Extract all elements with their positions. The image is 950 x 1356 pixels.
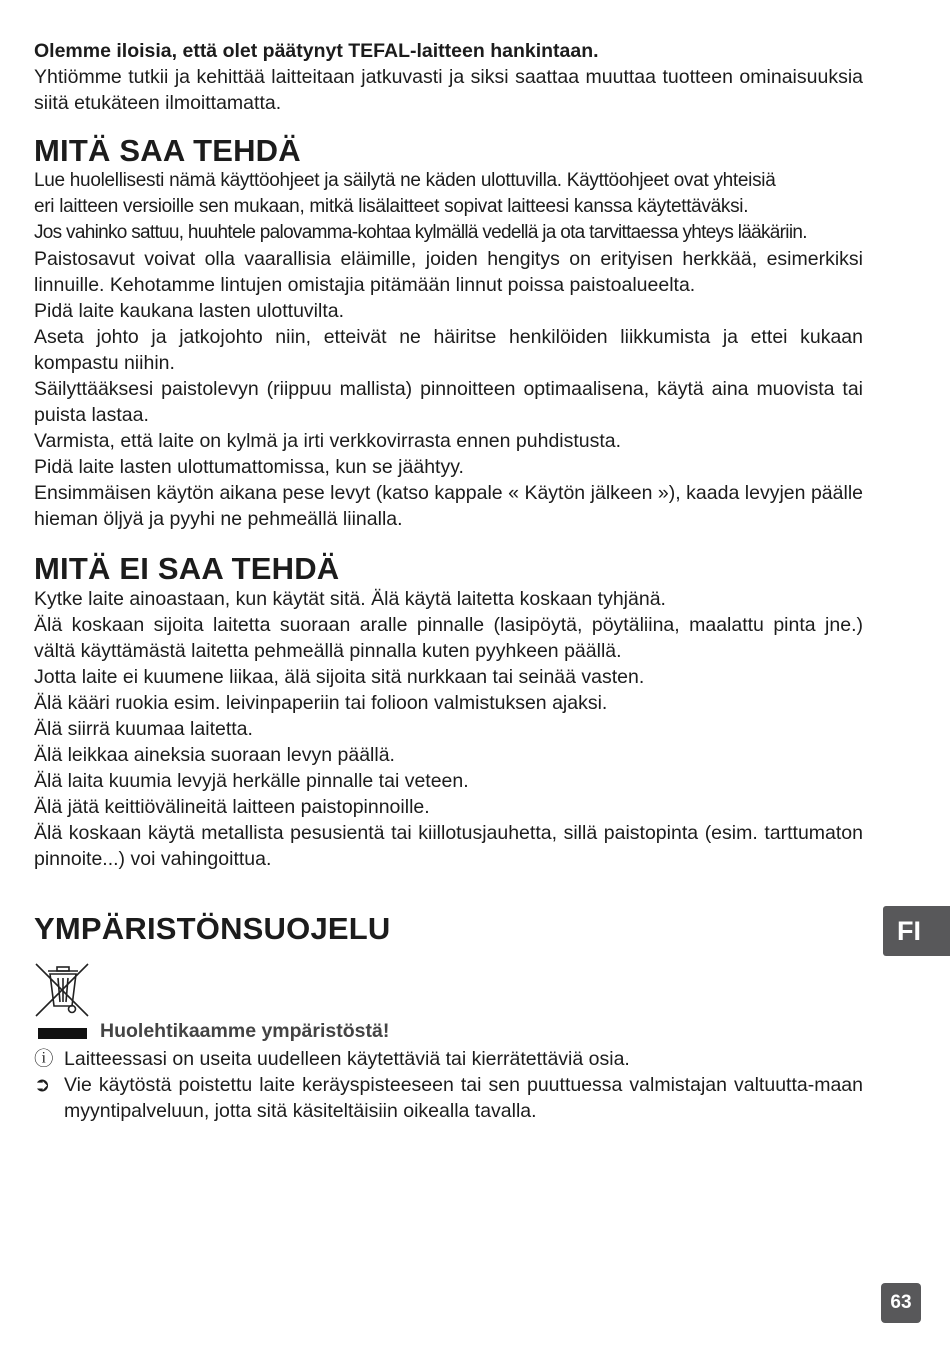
arrow-row [34,1072,863,1124]
do-p2: Jos vahinko sattuu, huuhtele palovamma-kohtaa kylmällä vedellä ja ota tarvittaessa yhteys lääkäriin. [34,222,807,243]
page-content [34,38,863,1142]
environment-block [34,962,863,1142]
do-p6: Säilyttääksesi paistolevyn (riippuu mallista) pinnoitteen optimaalisena, käytä aina muovista tai puista lastaa. [34,378,863,426]
env-subtitle: Huolehtikaamme ympäristöstä! [100,1020,390,1042]
do-p8: Pidä laite lasten ulottumattomissa, kun se jäähtyy. [34,456,464,478]
info-icon: ⓘ [34,1048,54,1070]
dont-item: Älä siirrä kuumaa laitetta. [34,718,253,740]
dont-item: Kytke laite ainoastaan, kun käytät sitä. Älä käytä laitetta koskaan tyhjänä. [34,588,666,610]
arrow-icon: ➲ [34,1074,51,1096]
do-p5: Aseta johto ja jatkojohto niin, etteivät ne häiritse henkilöiden liikkumista ja ettei kukaan kompastu niihin. [34,326,863,374]
do-p4: Pidä laite kaukana lasten ulottuvilta. [34,300,345,322]
env-heading: YMPÄRISTÖNSUOJELU [34,911,391,946]
intro-lead: Olemme iloisia, että olet päätynyt TEFAL-laitteen hankintaan. [34,40,599,62]
crossed-out-wheelie-bin-icon [34,962,90,1018]
do-p1: Lue huolellisesti nämä käyttöohjeet ja säilytä ne käden ulottuvilla. Käyttöohjeet ovat yhteisiä [34,170,776,191]
arrow-text: Vie käytöstä poistettu laite keräyspisteeseen tai sen puuttuessa valmistajan valtuutta-maan myyntipalveluun, jotta sitä käsiteltäisiin oikealla tavalla. [64,1074,863,1122]
language-tab: FI [883,906,950,956]
do-heading: MITÄ SAA TEHDÄ [34,133,301,168]
do-p1b: eri laitteen versioille sen mukaan, mitkä lisälaitteet sopivat laitteesi kanssa käytettäväksi. [34,196,749,217]
do-p7: Varmista, että laite on kylmä ja irti verkkovirrasta ennen puhdistusta. [34,430,622,452]
dont-item: Älä koskaan sijoita laitetta suoraan aralle pinnalle (lasipöytä, pöytäliina, maalattu pinta jne.) vältä käyttämästä laitetta pehmeällä pinnalla kuten pyyhkeen päällä. [34,614,863,662]
dont-item: Älä leikkaa aineksia suoraan levyn päällä. [34,744,395,766]
page-number: 63 [881,1283,921,1323]
dont-item: Jotta laite ei kuumene liikaa, älä sijoita sitä nurkkaan tai seinää vasten. [34,666,645,688]
info-row [34,1046,863,1072]
dont-item: Älä kääri ruokia esim. leivinpaperiin tai folioon valmistuksen ajaksi. [34,692,608,714]
dont-item: Älä koskaan käytä metallista pesusientä tai kiillotusjauhetta, sillä paistopinta (esim. tarttumaton pinnoite...) voi vahingoittua. [34,822,863,870]
do-p9: Ensimmäisen käytön aikana pese levyt (katso kappale « Käytön jälkeen »), kaada levyjen päälle hieman öljyä ja pyyhi ne pehmeällä liinalla. [34,482,863,530]
dont-heading: MITÄ EI SAA TEHDÄ [34,551,340,586]
info-text: Laitteessasi on useita uudelleen käytettäviä tai kierrätettäviä osia. [64,1048,630,1070]
dont-item: Älä jätä keittiövälineitä laitteen paistopinnoille. [34,796,430,818]
intro-text: Yhtiömme tutkii ja kehittää laitteitaan jatkuvasti ja siksi saattaa muuttaa tuotteen ominaisuuksia siitä etukäteen ilmoittamatta. [34,66,863,114]
separate-collection-bar [38,1028,87,1039]
do-p3: Paistosavut voivat olla vaarallisia eläimille, joiden hengitys on erityisen herkkää, esimerkiksi linnuille. Kehotamme lintujen omistajia pitämään linnut poissa paistoalueelta. [34,248,863,296]
dont-item: Älä laita kuumia levyjä herkälle pinnalle tai veteen. [34,770,469,792]
